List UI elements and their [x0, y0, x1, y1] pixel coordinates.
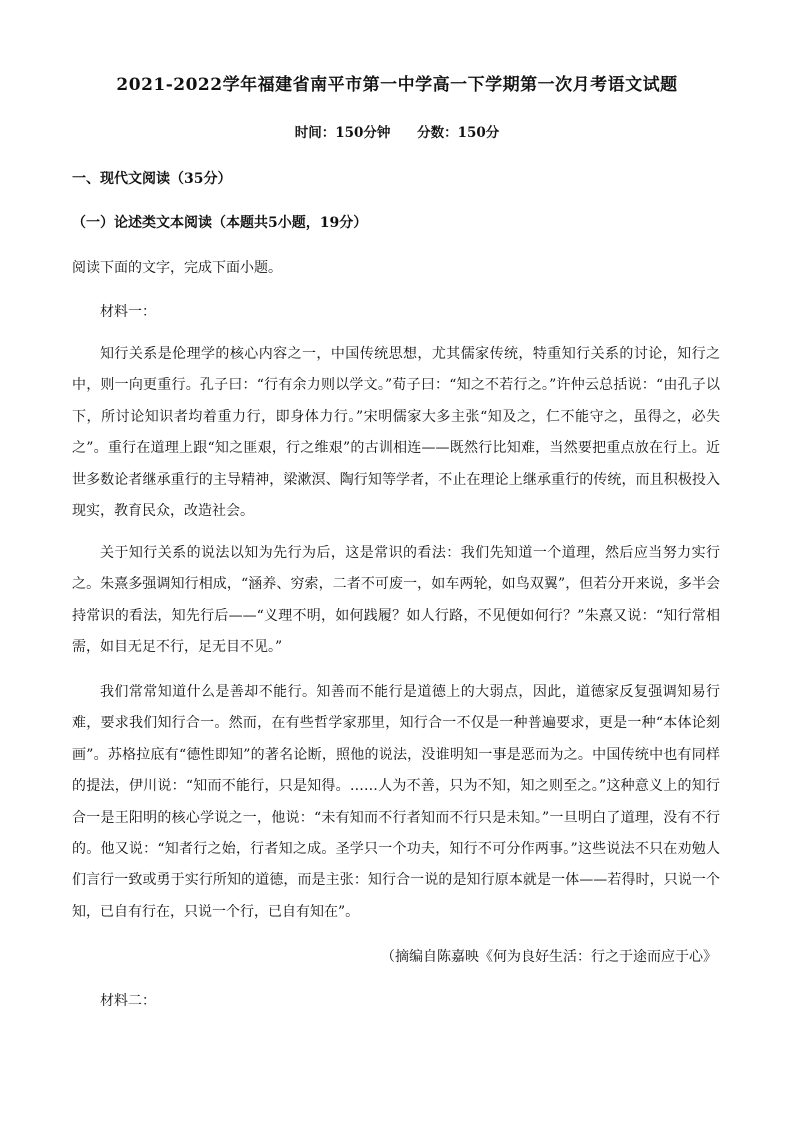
exam-meta: [0, 121, 794, 141]
exam-title: 2021-2022学年福建省南平市第一中学高一下学期第一次月考语文试题: [116, 75, 678, 95]
exam-time: 时间：150分钟: [294, 125, 391, 141]
exam-score: 分数：150分: [417, 125, 500, 141]
paragraph-1: 知行关系是伦理学的核心内容之一，中国传统思想，尤其儒家传统，特重知行关系的讨论，知行之中，则一向更重行。孔子曰：“行有余力则以学文。”荀子曰：“知之不若行之。”许仲云总括说：“由孔子以下，所讨论知识者均着重力行，即身体力行。”宋明儒家大多主张“知及之，仁不能守之，虽得之，必失之”。重行在道理上跟“知之匪艰，行之维艰”的古训相连——既然行比知难，当然要把重点放在行上。近世多数论者继承重行的主导精神，梁漱溟、陶行知等学者，不止在理论上继承重行的传统，而且积极投入现实，教育民众，改造社会。: [72, 346, 720, 520]
source-citation: （摘编自陈嘉映《何为良好生活：行之于途而应于心》: [381, 949, 717, 965]
material1-label: 材料一：: [100, 304, 156, 320]
material2-label: 材料二：: [100, 993, 156, 1009]
section-heading: 一、现代文阅读（35分）: [72, 171, 232, 187]
paragraph-3: 我们常常知道什么是善却不能行。知善而不能行是道德上的大弱点，因此，道德家反复强调知易行难，要求我们知行合一。然而，在有些哲学家那里，知行合一不仅是一种普遍要求，更是一种“本体论刻画”。苏格拉底有“德性即知”的著名论断，照他的说法，没谁明知一事是恶而为之。中国传统中也有同样的提法，伊川说：“知而不能行，只是知得。……人为不善，只为不知，知之则至之。”这种意义上的知行合一是王阳明的核心学说之一，他说：“未有知而不行者知而不行只是未知。”一旦明白了道理，没有不行的。他又说：“知者行之始，行者知之成。圣学只一个功夫，知行不可分作两事。”这些说法不只在劝勉人们言行一致或勇于实行所知的道德，而是主张：知行合一说的是知行原本就是一体——若得时，只说一个知，已自有行在，只说一个行，已自有知在”。: [72, 684, 720, 920]
paragraph-2: 关于知行关系的说法以知为先行为后，这是常识的看法：我们先知道一个道理，然后应当努力实行之。朱熹多强调知行相成，“涵养、穷索，二者不可废一，如车两轮，如鸟双翼”，但若分开来说，多半会持常识的看法，知先行后——“义理不明，如何践履？如人行路，不见便如何行？”朱熹又说：“知行常相需，如目无足不行，足无目不见。”: [72, 545, 720, 656]
instruction-text: 阅读下面的文字，完成下面小题。: [72, 260, 282, 276]
subsection-heading: （一）论述类文本阅读（本题共5小题，19分）: [72, 215, 368, 231]
